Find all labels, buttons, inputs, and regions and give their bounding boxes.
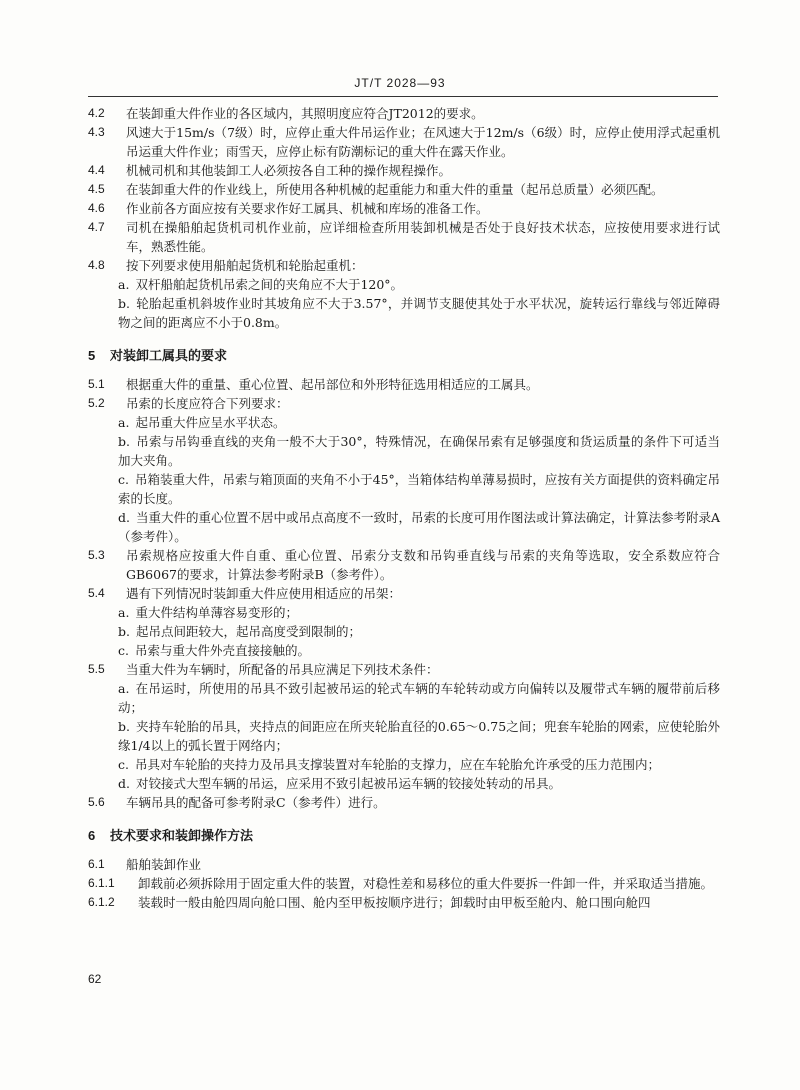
clause-number: 5.4	[88, 586, 105, 600]
clause-text: 遇有下列情况时装卸重大件应使用相适应的吊架：	[126, 586, 402, 601]
page-number: 62	[88, 972, 102, 986]
clause	[88, 199, 720, 218]
clause-number: 6.1.1	[88, 876, 115, 890]
sub-item-text: 在吊运时，所使用的吊具不致引起被吊运的轮式车辆的车轮转动或方向偏转以及履带式车辆的履带前后移动；	[118, 681, 720, 715]
sub-item-text: 当重大件的重心位置不居中或吊点高度不一致时，吊索的长度可用作图法或计算法确定，计算法参考附录A（参考件）。	[118, 510, 721, 544]
sub-item-text: 吊索与吊钩垂直线的夹角一般不大于30°，特殊情况，在确保吊索有足够强度和货运质量的条件下可适当加大夹角。	[118, 434, 720, 468]
clause	[88, 104, 720, 123]
clause	[88, 584, 720, 603]
clause-number: 5.1	[88, 377, 105, 391]
clause-number: 4.4	[88, 163, 105, 177]
sub-item	[88, 755, 720, 774]
clause	[88, 375, 720, 394]
clause-text: 按下列要求使用船舶起货机和轮胎起重机：	[126, 258, 364, 273]
sub-item	[88, 622, 720, 641]
clause-text: 船舶装卸作业	[126, 857, 202, 872]
sub-item-text: 夹持车轮胎的吊具，夹持点的间距应在所夹轮胎直径的0.65～0.75之间；兜套车轮胎的网索，应使轮胎外缘1/4以上的弧长置于网络内；	[118, 719, 720, 753]
sub-item-text: 吊具对车轮胎的夹持力及吊具支撑装置对车轮胎的支撑力，应在车轮胎允许承受的压力范围内；	[134, 757, 660, 772]
clause	[88, 893, 720, 912]
sub-item-text: 吊箱装重大件，吊索与箱顶面的夹角不小于45°，当箱体结构单薄易损时，应按有关方面提供的资料确定吊索的长度。	[118, 472, 720, 506]
clause-number: 4.7	[88, 220, 105, 234]
clause-text: 作业前各方面应按有关要求作好工属具、机械和库场的准备工作。	[126, 201, 489, 216]
sub-item	[88, 294, 720, 332]
sub-item-letter: b.	[118, 434, 130, 449]
clause-text: 当重大件为车辆时，所配备的吊具应满足下列技术条件：	[126, 662, 439, 677]
section-heading	[88, 346, 720, 365]
clause-number: 5.2	[88, 396, 105, 410]
page-header: JT/T 2028—93	[354, 76, 446, 90]
clause-number: 4.6	[88, 201, 105, 215]
clause	[88, 161, 720, 180]
sub-item	[88, 717, 720, 755]
clause-number: 4.3	[88, 125, 105, 139]
clause	[88, 546, 720, 584]
section-number: 5	[88, 348, 96, 363]
sub-item-letter: c.	[118, 472, 129, 487]
clause-number: 6.1	[88, 857, 105, 871]
clause-number: 4.5	[88, 182, 105, 196]
sub-item-letter: a.	[118, 605, 130, 620]
sub-item-letter: d.	[118, 776, 130, 791]
clause	[88, 180, 720, 199]
clause-number: 5.3	[88, 548, 105, 562]
clause	[88, 874, 720, 893]
sub-item-text: 起吊重大件应呈水平状态。	[135, 415, 286, 430]
clause-text: 卸载前必须拆除用于固定重大件的装置，对稳性差和易移位的重大件要拆一件卸一件，并采取适当措施。	[138, 876, 714, 891]
sub-item-letter: c.	[118, 757, 129, 772]
clause-text: 车辆吊具的配备可参考附录C（参考件）进行。	[126, 795, 386, 810]
sub-item-letter: a.	[118, 681, 130, 696]
clause-text: 风速大于15m/s（7级）时，应停止重大件吊运作业；在风速大于12m/s（6级）时，应停止使用浮式起重机吊运重大件作业；雨雪天，应停止标有防潮标记的重大件在露天作业。	[126, 125, 720, 159]
sub-item-letter: b.	[118, 719, 130, 734]
clause-number: 4.2	[88, 106, 105, 120]
sub-item-text: 吊索与重大件外壳直接接触的。	[134, 643, 310, 658]
sub-item-letter: d.	[118, 510, 130, 525]
sub-item-letter: c.	[118, 643, 129, 658]
sub-item-letter: b.	[118, 296, 130, 311]
sub-item	[88, 470, 720, 508]
clause-text: 在装卸重大件的作业线上，所使用各种机械的起重能力和重大件的重量（起吊总质量）必须匹配。	[126, 182, 664, 197]
document-body	[88, 104, 720, 912]
clause-text: 司机在操船舶起货机司机作业前，应详细检查所用装卸机械是否处于良好技术状态，应按使用要求进行试车，熟悉性能。	[126, 220, 720, 254]
clause-number: 6.1.2	[88, 895, 115, 909]
clause-number: 5.5	[88, 662, 105, 676]
section-title: 对装卸工属具的要求	[110, 348, 228, 363]
sub-item	[88, 508, 720, 546]
clause	[88, 394, 720, 413]
header-rule	[88, 96, 718, 97]
section-heading	[88, 826, 720, 845]
sub-item	[88, 413, 720, 432]
clause	[88, 793, 720, 812]
clause	[88, 123, 720, 161]
sub-item-text: 轮胎起重机斜坡作业时其坡角应不大于3.57°，并调节支腿使其处于水平状况，旋转运行靠线与邻近障碍物之间的距离应不小于0.8m。	[118, 296, 720, 330]
clause	[88, 218, 720, 256]
sub-item	[88, 603, 720, 622]
sub-item	[88, 679, 720, 717]
sub-item-text: 重大件结构单薄容易变形的；	[135, 605, 298, 620]
clause-number: 5.6	[88, 795, 105, 809]
sub-item-letter: b.	[118, 624, 130, 639]
clause-text: 吊索的长度应符合下列要求：	[126, 396, 289, 411]
clause-text: 在装卸重大件作业的各区域内，其照明度应符合JT2012的要求。	[126, 106, 484, 121]
sub-item	[88, 432, 720, 470]
clause-text: 装载时一般由舱四周向舱口围、舱内至甲板按顺序进行；卸载时由甲板至舱内、舱口围向舱四	[138, 895, 651, 910]
clause	[88, 855, 720, 874]
clause-text: 根据重大件的重量、重心位置、起吊部位和外形特征选用相适应的工属具。	[126, 377, 539, 392]
sub-item	[88, 641, 720, 660]
sub-item	[88, 774, 720, 793]
sub-item-text: 对铰接式大型车辆的吊运，应采用不致引起被吊运车辆的铰接处转动的吊具。	[135, 776, 561, 791]
clause-number: 4.8	[88, 258, 105, 272]
clause	[88, 660, 720, 679]
clause-text: 机械司机和其他装卸工人必须按各自工种的操作规程操作。	[126, 163, 452, 178]
sub-item-letter: a.	[118, 277, 130, 292]
clause	[88, 256, 720, 275]
sub-item-text: 双杆船舶起货机吊索之间的夹角应不大于120°。	[135, 277, 404, 292]
clause-text: 吊索规格应按重大件自重、重心位置、吊索分支数和吊钩垂直线与吊索的夹角等选取，安全系数应符合GB6067的要求，计算法参考附录B（参考件）。	[126, 548, 720, 582]
sub-item-text: 起吊点间距较大，起吊高度受到限制的；	[135, 624, 361, 639]
sub-item-letter: a.	[118, 415, 130, 430]
section-number: 6	[88, 828, 96, 843]
sub-item	[88, 275, 720, 294]
section-title: 技术要求和装卸操作方法	[110, 828, 254, 843]
